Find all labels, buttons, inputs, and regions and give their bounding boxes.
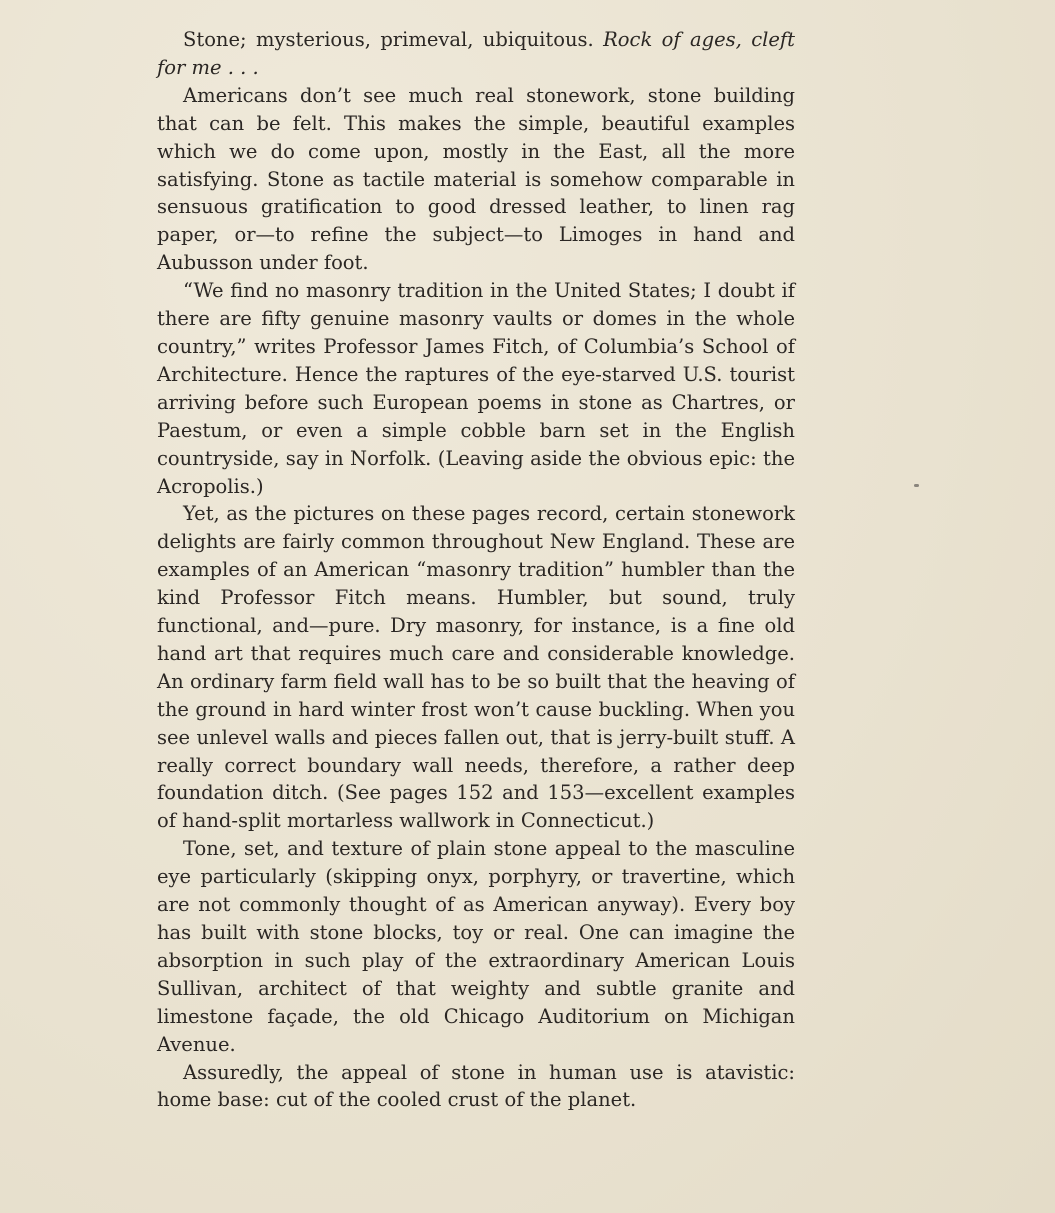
paragraph-1 [157, 26, 795, 82]
article-text-column [157, 26, 795, 1114]
paragraph-4: Yet, as the pictures on these pages record, certain stonework delights are fairly common throughout New England. These are examples of an American “masonry tradition” humbler than the kind Professor Fitch means. Humbler, but sound, truly functional, and—pure. Dry masonry, for instance, is a fine old hand art that requires much care and considerable knowledge. An ordinary farm field wall has to be so built that the heaving of the ground in hard winter frost won’t cause buckling. When you see unlevel walls and pieces fallen out, that is jerry-built stuff. A really correct boundary wall needs, therefore, a rather deep foundation ditch. (See pages 152 and 153—excellent examples of hand-split mortarless wallwork in Connecticut.) [157, 502, 795, 833]
paragraph-3: “We find no masonry tradition in the United States; I doubt if there are fifty genuine masonry vaults or domes in the whole country,” writes Professor James Fitch, of Columbia’s School of Architecture. Hence the raptures of the eye-starved U.S. tourist arriving before such European poems in stone as Chartres, or Paestum, or even a simple cobble barn set in the English countryside, say in Norfolk. (Leaving aside the obvious epic: the Acropolis.) [157, 279, 795, 498]
paper-speck [914, 484, 919, 487]
paragraph-1-text: Stone; mysterious, primeval, ubiquitous. [183, 28, 604, 51]
paragraph-1-italic-quote: Rock of ages, cleft for me . . . [157, 28, 795, 79]
paragraph-5: Tone, set, and texture of plain stone appeal to the masculine eye particularly (skipping onyx, porphyry, or travertine, which are not commonly thought of as American anyway). Every boy has built with stone blocks, toy or real. One can imagine the absorption in such play of the extraordinary American Louis Sullivan, architect of that weighty and subtle granite and limestone façade, the old Chicago Auditorium on Michigan Avenue. [157, 837, 795, 1056]
paragraph-6: Assuredly, the appeal of stone in human use is atavistic: home base: cut of the cooled crust of the planet. [157, 1060, 795, 1112]
paragraph-2: Americans don’t see much real stonework, stone building that can be felt. This makes the simple, beautiful examples which we do come upon, mostly in the East, all the more satisfying. Stone as tactile material is somehow comparable in sensuous gratification to good dressed leather, to linen rag paper, or—to refine the subject—to Limoges in hand and Aubusson under foot. [157, 83, 795, 275]
